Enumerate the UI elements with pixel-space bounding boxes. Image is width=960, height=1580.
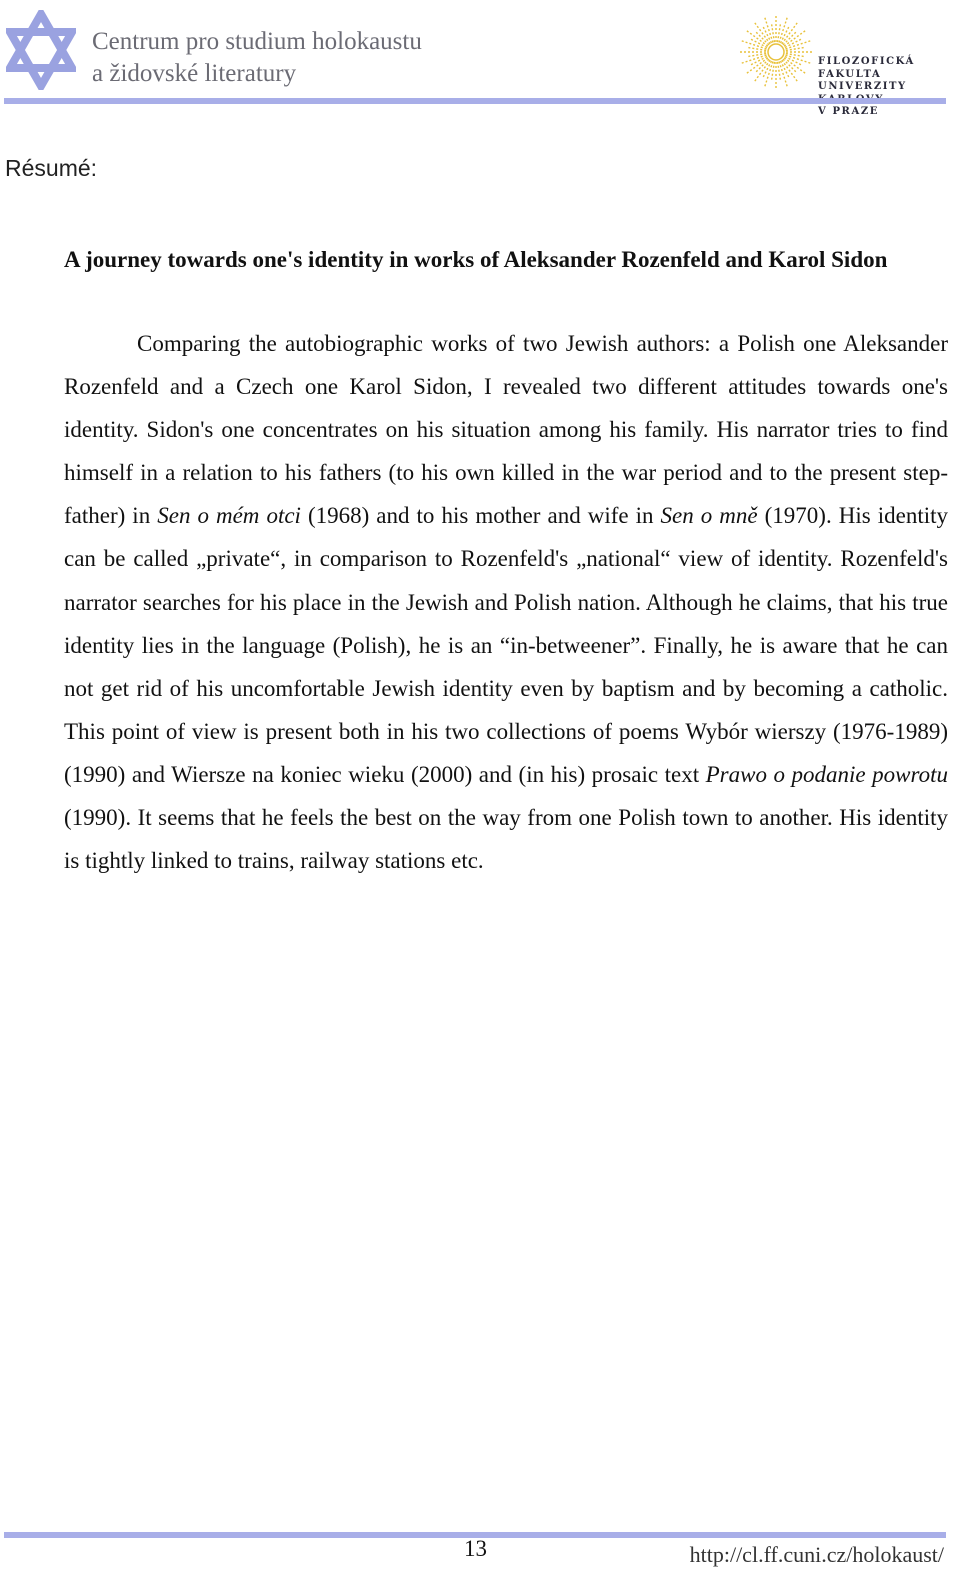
center-title-line1: Centrum pro studium holokaustu [92, 28, 422, 55]
faculty-line1: FILOZOFICKÁ FAKULTA [818, 56, 915, 80]
center-title [92, 26, 422, 90]
article-body [64, 322, 948, 882]
body-text: (1970). His identity can be called „private“, in comparison to Rozenfeld's „national“ view of identity. Rozenfeld's narrator searches for his place in the Jewish and Polish nation. Although he claims, that his true identity lies in the language (Polish), he is an “in-betweener”. Finally, he is aware that he can not get rid of his uncomfortable Jewish identity even by baptism and by becoming a catholic. This point of view is present both in his two collections of poems Wybór wierszy (1976-1989) (1990) and Wiersze na koniec wieku (2000) and (in his) prosaic text [64, 503, 948, 787]
faculty-name [818, 56, 960, 119]
page-number: 13 [464, 1536, 487, 1561]
book-title-sen-o-mem-otci: Sen o mém otci [157, 503, 301, 529]
faculty-line2: UNIVERZITY [818, 81, 907, 92]
page-header [0, 0, 960, 117]
center-title-line2: a židovské literatury [92, 60, 297, 87]
body-text: (1968) and to his mother and wife in [300, 503, 661, 529]
section-label: Résumé: [5, 155, 98, 181]
faculty-sun-logo [738, 4, 818, 96]
book-title-sen-o-mne: Sen o mně [660, 503, 758, 529]
star-of-david-logo [6, 10, 76, 90]
book-title-prawo-o-podanie-powrotu: Prawo o podanie powrotu [705, 761, 948, 787]
footer-url: http://cl.ff.cuni.cz/holokaust/ [689, 1542, 944, 1567]
header-divider [4, 98, 946, 104]
faculty-line3: V PRAZE [818, 106, 879, 117]
body-text: Comparing the autobiographic works of two Jewish authors: a Polish one Aleksander Rozenfeld and a Czech one Karol Sidon, I revealed two different attitudes towards one's identity. Sidon's one concentrates on his situation among his family. His narrator tries to find himself in a relation to his fathers (to his own killed in the war period and to the present step-father) in [64, 331, 948, 529]
article-title: A journey towards one's identity in works of Aleksander Rozenfeld and Karol Sidon [64, 247, 888, 272]
body-text: (1990). It seems that he feels the best on the way from one Polish town to another. His identity is tightly linked to trains, railway stations etc. [64, 805, 948, 874]
